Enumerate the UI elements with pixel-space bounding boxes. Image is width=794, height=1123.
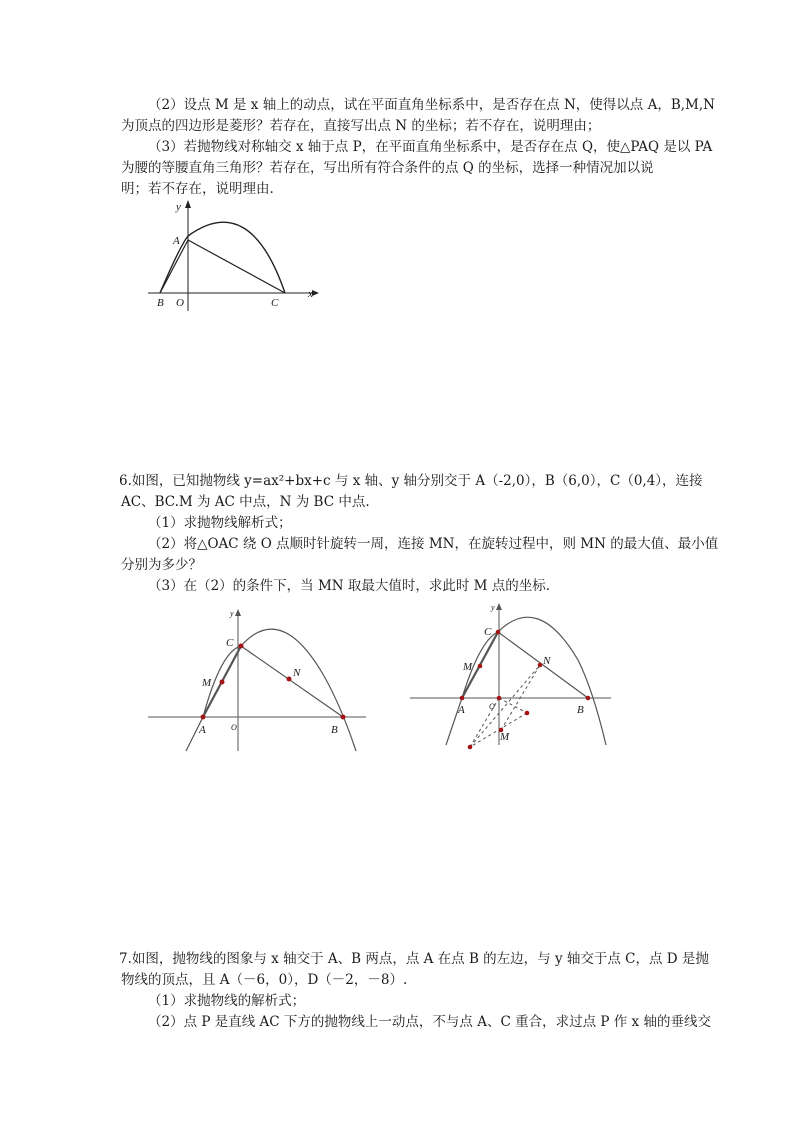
q6-line1: 6.如图，已知抛物线 y=ax²+bx+c 与 x 轴、y 轴分别交于 A（-2,0），B（6,0），C（0,4），连接 bbox=[119, 473, 703, 489]
axis-x-label: x bbox=[308, 288, 313, 300]
label-O: O bbox=[489, 702, 495, 711]
point-A bbox=[201, 715, 206, 720]
q6-line2: AC、BC.M 为 AC 中点，N 为 BC 中点. bbox=[121, 494, 370, 510]
label-N: N bbox=[543, 655, 551, 667]
label-C: C bbox=[484, 626, 492, 638]
q7-part2: （2）点 P 是直线 AC 下方的抛物线上一动点，不与点 A、C 重合，求过点 P 作 x 轴的垂线交 bbox=[148, 1014, 711, 1030]
q5-part3-line1: （3）若抛物线对称轴交 x 轴于点 P，在平面直角坐标系中，是否存在点 Q，使△PAQ 是以 PA bbox=[148, 139, 713, 155]
label-C: C bbox=[226, 637, 234, 649]
point-C bbox=[239, 644, 244, 649]
label-C: C bbox=[271, 297, 279, 309]
label-M: M bbox=[463, 661, 473, 673]
q7-line1: 7.如图，抛物线的图象与 x 轴交于 A、B 两点，点 A 在点 B 的左边，与 y 轴交于点 C，点 D 是抛 bbox=[119, 951, 709, 967]
y-axis-arrow bbox=[185, 200, 191, 208]
q6-part3: （3）在（2）的条件下，当 MN 取最大值时，求此时 M 点的坐标. bbox=[148, 578, 551, 594]
label-B: B bbox=[577, 704, 584, 716]
point-M bbox=[220, 680, 225, 685]
label-A: A bbox=[173, 235, 180, 247]
label-O: O bbox=[231, 723, 237, 732]
label-M-rotated: M bbox=[500, 731, 510, 743]
point-M bbox=[478, 664, 483, 669]
label-B: B bbox=[157, 297, 164, 309]
label-A: A bbox=[199, 724, 206, 736]
q6-part1: （1）求抛物线解析式； bbox=[148, 515, 292, 531]
point-rot-1 bbox=[525, 711, 530, 716]
point-A bbox=[460, 696, 465, 701]
q6-figure-2 bbox=[408, 600, 613, 752]
q5-part2-line1: （2）设点 M 是 x 轴上的动点，试在平面直角坐标系中，是否存在点 N，使得以点 A，B,M,N bbox=[148, 97, 715, 113]
q5-part3-line2: 为腰的等腰直角三角形？若存在，写出所有符合条件的点 Q 的坐标，选择一种情况加以说 bbox=[121, 160, 654, 176]
q5-part2-line2: 为顶点的四边形是菱形？若存在，直接写出点 N 的坐标；若不存在，说明理由； bbox=[121, 118, 601, 134]
point-C bbox=[496, 630, 501, 635]
q6-part2-line2: 分别为多少？ bbox=[121, 557, 202, 573]
y-axis-arrow bbox=[496, 603, 502, 610]
q7-part1: （1）求抛物线的解析式； bbox=[148, 993, 306, 1009]
point-N bbox=[538, 663, 543, 668]
axis-y-label: y bbox=[230, 609, 234, 618]
point-B bbox=[341, 715, 346, 720]
x-axis-arrow bbox=[312, 290, 319, 296]
q6-figure-1 bbox=[146, 606, 368, 756]
axis-y-label: y bbox=[176, 201, 181, 213]
dashed-rotated-2 bbox=[499, 698, 527, 713]
q5-figure bbox=[140, 196, 330, 316]
segment-AC bbox=[188, 240, 285, 293]
q7-line2: 物线的顶点，且 A（－6，0），D（－2，－8）. bbox=[121, 972, 408, 988]
label-N: N bbox=[293, 667, 301, 679]
label-A: A bbox=[458, 704, 465, 716]
point-N bbox=[287, 677, 292, 682]
point-rot-2 bbox=[468, 745, 473, 750]
label-O: O bbox=[176, 297, 184, 309]
q6-part2-line1: （2）将△OAC 绕 O 点顺时针旋转一周，连接 MN，在旋转过程中，则 MN 的最大值、最小值 bbox=[148, 536, 719, 552]
q5-part3-line3: 明；若不存在，说明理由. bbox=[121, 181, 274, 197]
axis-y-label: y bbox=[491, 603, 495, 612]
label-M: M bbox=[202, 677, 212, 689]
label-B: B bbox=[331, 724, 338, 736]
segment-BA bbox=[160, 240, 188, 293]
y-axis-arrow bbox=[235, 609, 241, 616]
point-B bbox=[586, 696, 591, 701]
point-O bbox=[497, 696, 502, 701]
